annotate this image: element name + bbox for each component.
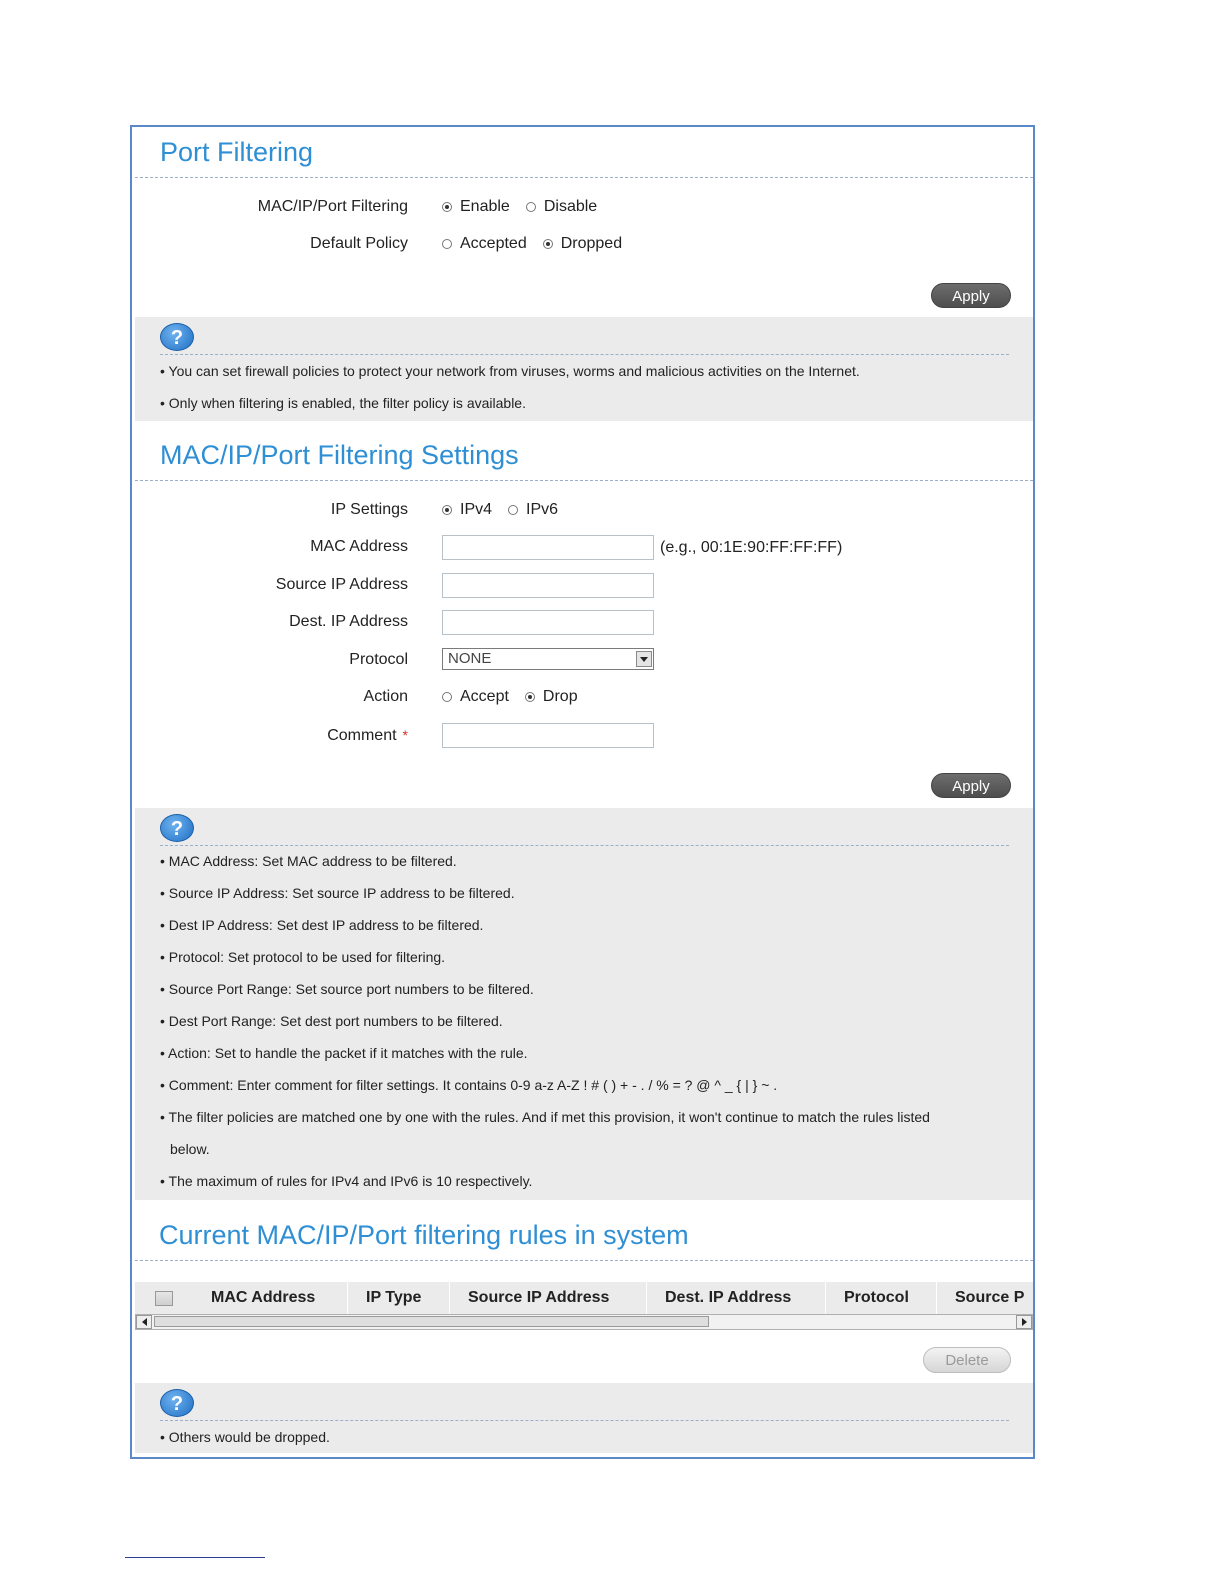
radio-selected-icon xyxy=(543,239,553,249)
default-policy-label: Default Policy xyxy=(310,235,408,252)
help-line: • Only when filtering is enabled, the filter policy is available. xyxy=(160,395,526,411)
help-line: • The maximum of rules for IPv4 and IPv6 is 10 respectively. xyxy=(160,1173,533,1189)
default-policy-radio-group xyxy=(442,232,638,256)
settings-help xyxy=(135,808,1033,1200)
settings-apply-button[interactable]: Apply xyxy=(931,773,1011,798)
protocol-select[interactable] xyxy=(442,648,654,670)
scroll-right-icon[interactable] xyxy=(1016,1315,1032,1329)
help-line: • Source IP Address: Set source IP address to be filtered. xyxy=(160,885,515,901)
port-filtering-apply-button[interactable]: Apply xyxy=(931,283,1011,308)
radio-unselected-icon xyxy=(442,239,452,249)
action-label: Action xyxy=(363,688,408,705)
horizontal-scrollbar[interactable] xyxy=(135,1314,1033,1330)
help-line: • MAC Address: Set MAC address to be filtered. xyxy=(160,853,457,869)
column-header-source-port[interactable]: Source P xyxy=(955,1289,1025,1306)
mac-address-input[interactable] xyxy=(442,535,654,560)
protocol-control xyxy=(442,648,654,670)
ipv4-radio[interactable]: IPv4 xyxy=(442,498,492,522)
help-line: • Comment: Enter comment for filter settings. It contains 0-9 a-z A-Z ! # ( ) + - . / % = ? @ ^ _ { | } ~ . xyxy=(160,1077,778,1093)
action-row xyxy=(132,685,1033,709)
divider xyxy=(135,480,1033,481)
dest-ip-row xyxy=(132,610,1033,634)
delete-button[interactable]: Delete xyxy=(923,1347,1011,1373)
help-question-icon: ? xyxy=(160,1389,194,1417)
column-header-ip-type[interactable]: IP Type xyxy=(348,1282,450,1314)
protocol-row xyxy=(132,648,1033,672)
action-accept-radio[interactable]: Accept xyxy=(442,685,509,709)
comment-row xyxy=(132,723,1033,747)
action-radio-group xyxy=(442,685,594,709)
select-all-checkbox[interactable] xyxy=(155,1291,173,1306)
ip-settings-radio-group xyxy=(442,498,574,522)
help-line: below. xyxy=(170,1141,210,1157)
filtering-radio-group xyxy=(442,195,613,219)
divider xyxy=(135,177,1033,178)
protocol-label: Protocol xyxy=(349,651,408,668)
filtering-row xyxy=(132,195,1033,219)
source-ip-input[interactable] xyxy=(442,573,654,598)
dest-ip-label: Dest. IP Address xyxy=(289,613,408,630)
dest-ip-input[interactable] xyxy=(442,610,654,635)
mac-address-hint: (e.g., 00:1E:90:FF:FF:FF) xyxy=(660,538,843,556)
help-line: • You can set firewall policies to protect your network from viruses, worms and malicious activities on the Internet. xyxy=(160,363,860,379)
filtering-disable-radio[interactable]: Disable xyxy=(526,195,597,219)
help-divider xyxy=(160,1420,1009,1421)
help-line: • The filter policies are matched one by one with the rules. And if met this provision, it won't continue to match the rules listed xyxy=(160,1109,930,1125)
mac-address-control xyxy=(442,535,842,560)
rules-table-header xyxy=(135,1282,1033,1314)
help-divider xyxy=(160,354,1009,355)
column-header-dest-ip[interactable]: Dest. IP Address xyxy=(647,1282,826,1314)
column-header-protocol[interactable]: Protocol xyxy=(826,1282,937,1314)
main-panel xyxy=(130,125,1035,1459)
help-line: • Others would be dropped. xyxy=(160,1429,330,1445)
dest-ip-control xyxy=(442,610,654,635)
scrollbar-thumb[interactable] xyxy=(154,1316,709,1327)
ip-settings-row xyxy=(132,498,1033,522)
default-policy-row xyxy=(132,232,1033,256)
radio-unselected-icon xyxy=(442,692,452,702)
ip-settings-label: IP Settings xyxy=(330,501,408,518)
required-asterisk: * xyxy=(402,727,408,743)
comment-control xyxy=(442,723,654,748)
help-line: • Source Port Range: Set source port numbers to be filtered. xyxy=(160,981,534,997)
policy-dropped-radio[interactable]: Dropped xyxy=(543,232,622,256)
source-ip-label: Source IP Address xyxy=(275,576,408,593)
radio-selected-icon xyxy=(442,202,452,212)
help-line: • Action: Set to handle the packet if it matches with the rule. xyxy=(160,1045,528,1061)
divider xyxy=(135,1260,1033,1261)
port-filtering-title: Port Filtering xyxy=(160,137,314,167)
footnote-rule xyxy=(125,1557,265,1558)
help-question-icon: ? xyxy=(160,323,194,351)
mac-address-row xyxy=(132,535,1033,559)
protocol-selected-value: NONE xyxy=(448,650,492,667)
comment-input[interactable] xyxy=(442,723,654,748)
ipv6-radio[interactable]: IPv6 xyxy=(508,498,558,522)
column-header-source-ip[interactable]: Source IP Address xyxy=(450,1282,647,1314)
dropdown-arrow-icon[interactable] xyxy=(636,651,652,667)
rules-title: Current MAC/IP/Port filtering rules in system xyxy=(159,1220,689,1250)
source-ip-control xyxy=(442,573,654,598)
policy-accepted-radio[interactable]: Accepted xyxy=(442,232,527,256)
radio-unselected-icon xyxy=(508,505,518,515)
help-line: • Dest IP Address: Set dest IP address to be filtered. xyxy=(160,917,484,933)
mac-address-label: MAC Address xyxy=(310,538,408,555)
settings-title: MAC/IP/Port Filtering Settings xyxy=(160,440,519,470)
scroll-left-icon[interactable] xyxy=(136,1315,152,1329)
filtering-label: MAC/IP/Port Filtering xyxy=(257,198,408,215)
radio-unselected-icon xyxy=(526,202,536,212)
comment-label: Comment * xyxy=(327,727,408,744)
help-line: • Protocol: Set protocol to be used for filtering. xyxy=(160,949,446,965)
help-line: • Dest Port Range: Set dest port numbers to be filtered. xyxy=(160,1013,503,1029)
radio-selected-icon xyxy=(442,505,452,515)
help-question-icon: ? xyxy=(160,814,194,842)
action-drop-radio[interactable]: Drop xyxy=(525,685,578,709)
port-filtering-help xyxy=(135,317,1033,421)
filtering-enable-radio[interactable]: Enable xyxy=(442,195,510,219)
radio-selected-icon xyxy=(525,692,535,702)
rules-help xyxy=(135,1383,1033,1453)
help-divider xyxy=(160,845,1009,846)
source-ip-row xyxy=(132,573,1033,597)
column-header-mac-address[interactable]: MAC Address xyxy=(193,1282,348,1314)
